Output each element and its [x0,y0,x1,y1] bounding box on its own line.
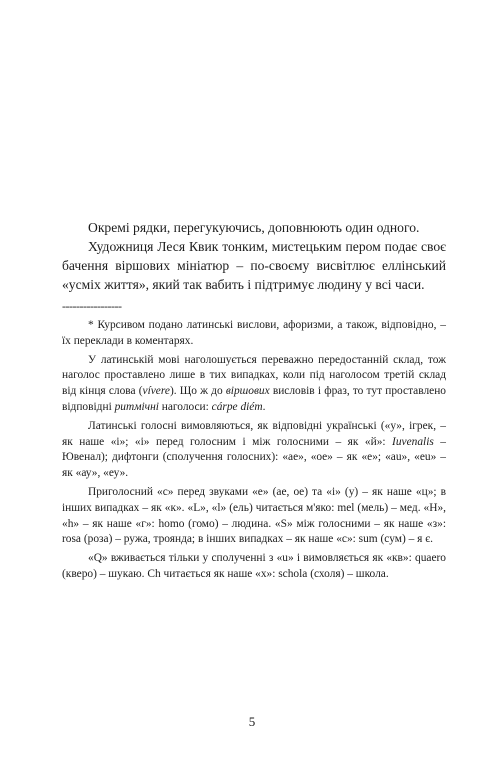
latin-phrase: cárpe diém [211,400,263,413]
emphasis-word: віршових [225,385,270,398]
page-number: 5 [248,714,256,729]
footnote-italics: * Курсивом подано латинські вислови, афоризми, а також, відповідно, – їх переклади в коментарях. [62,319,446,347]
note-text: У латинській мові наголошується переважно передостанній склад, тож наголос проставлено лише в тих випадках, коли під наголосом третій склад від кінця слова ( [62,353,446,398]
footnotes [62,318,446,586]
note-consonants: Приголосний «c» перед звуками «е» (ae, oe) та «і» (у) – як наше «ц»; в інших випадках – як «к». «L», «l» (ель) читається м'яко: mel (мель) – мед. «H», «h» – як наше «г»: homo (гомо) – людина. «S» між голосними – як наше «з»: rosa (роза) – ружа, троянда; в інших випадках – як наше «с»: sum (сум) – я є. [62,485,446,546]
latin-word: Iuvenalis [392,435,434,448]
note-stress [62,353,446,416]
note-q: «Q» вживається тільки у сполученні з «u» і вимовляється як «кв»: quaero (кверо) – шукаю. Ch читається як наше «х»: schola (схоля) – школа. [62,552,446,580]
note-text: – Ювенал); дифтонги (сполучення голосних): «ae», «oe» – як «е»; «au», «eu» – як «ау», «еу». [62,435,446,480]
emphasis-word: ритмічні [114,400,159,413]
paragraph-illustrator: Художниця Леся Квик тонким, мистецьким пером подає своє бачення віршових мініатюр – по-своєму висвітлює еллінський «усміх життя», який так вабить і підтримує людину у всі часи. [62,239,446,292]
paragraph-lines: Окремі рядки, перегукуючись, доповнюють один одного. [88,220,420,235]
note-text: наголоси: [158,400,212,413]
main-text [62,218,446,294]
latin-word: vívere [142,385,170,398]
note-text: Латинські голосні вимовляються, як відповідні українські («у», ігрек, – як наше «і»; «і» перед голосним і між голосними – як «й»: [62,419,446,448]
footnote-separator: ----------------- [62,299,122,313]
note-text: висловів і фраз, то тут проставлено відповідні [62,385,446,413]
note-text: ). Що ж до [169,385,226,398]
note-vowels [62,419,446,482]
note-text: . [262,400,266,413]
